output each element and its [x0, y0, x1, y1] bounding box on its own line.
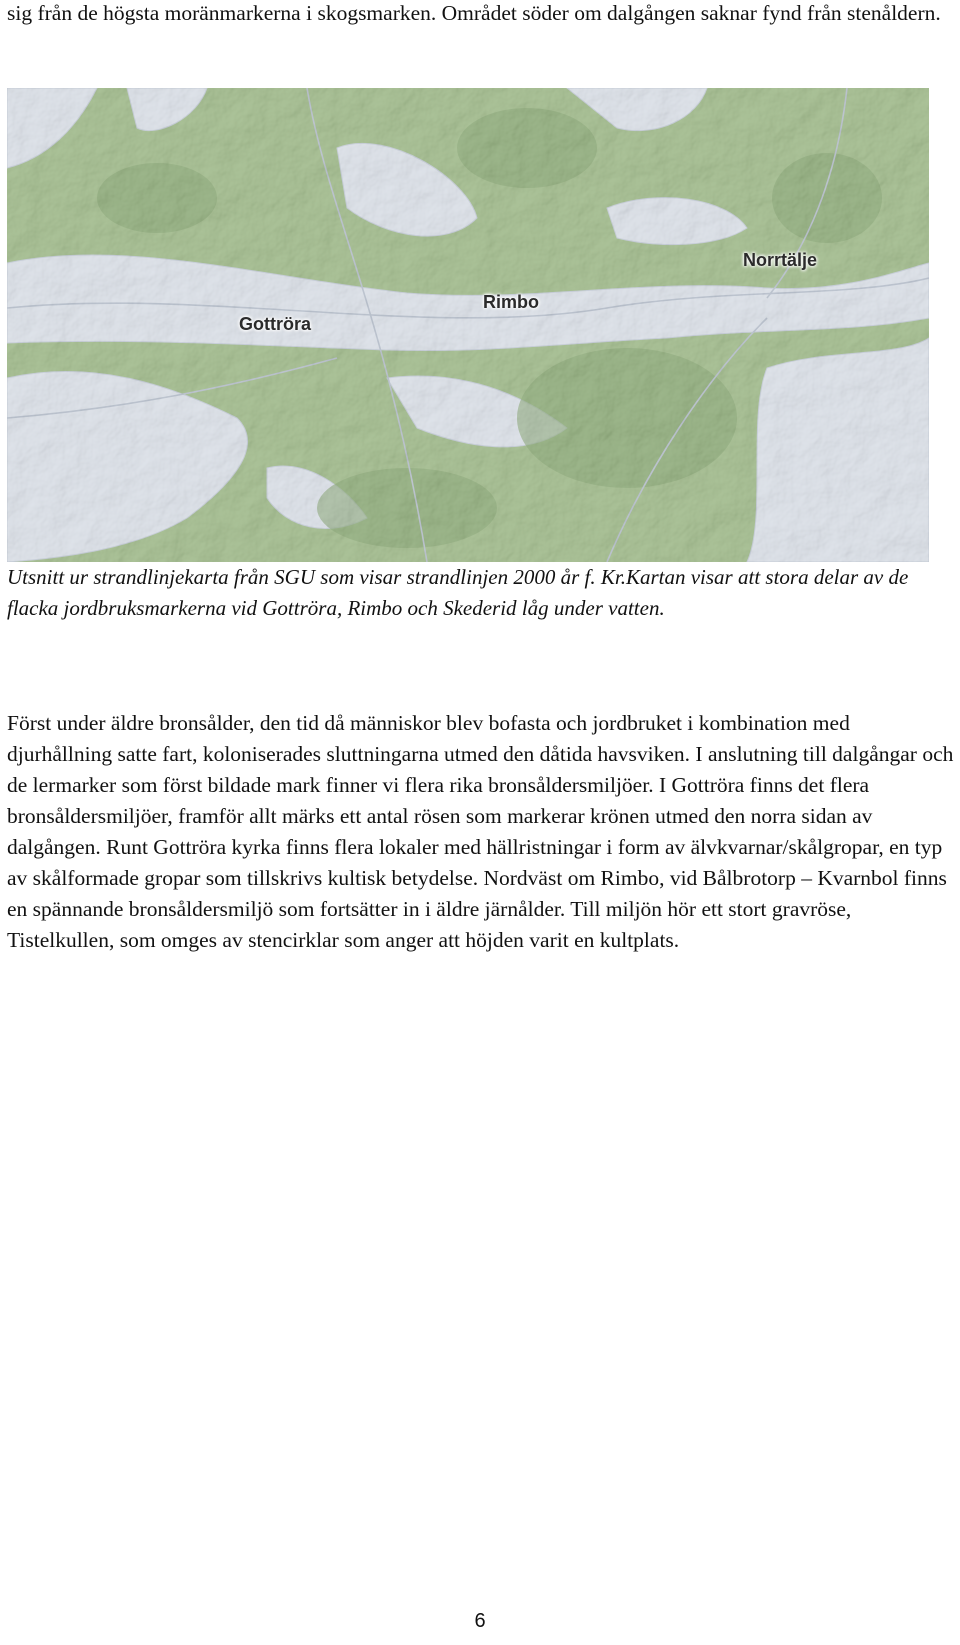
map-label-norrtalje: Norrtälje: [743, 250, 818, 270]
map-caption: Utsnitt ur strandlinjekarta från SGU som visar strandlinjen 2000 år f. Kr.Kartan visar att stora delar av de flacka jordbruksmarkerna vid Gottröra, Rimbo och Skederid låg under vatten.: [7, 565, 909, 620]
map-label-gottrora: Gottröra: [239, 314, 311, 334]
map-image: [7, 88, 929, 562]
body-paragraph: Först under äldre bronsålder, den tid då människor blev bofasta och jordbruket i kombination med djurhållning satte fart, koloniserades sluttningarna utmed den dåtida havsviken. I anslutning till dalgångar och de lermarker som först bildade mark finner vi flera rika bronsåldersmiljöer. I Gottröra finns det flera bronsåldersmiljöer, framför allt märks ett antal rösen som markerar krönen utmed den norra sidan av dalgången. Runt Gottröra kyrka finns flera lokaler med hällristningar i form av älvkvarnar/skålgropar, en typ av skålformade gropar som tillskrivs kultisk betydelse. Nordväst om Rimbo, vid Bålbrotorp – Kvarnbol finns en spännande bronsåldersmiljö som fortsätter in i äldre järnålder. Till miljön hör ett stort gravröse, Tistelkullen, som omges av stencirklar som anger att höjden varit en kultplats.: [7, 711, 954, 952]
map-label-rimbo: Rimbo: [483, 292, 539, 312]
intro-paragraph: sig från de högsta moränmarkerna i skogsmarken. Området söder om dalgången saknar fynd från stenåldern.: [7, 1, 941, 25]
page-number: 6: [474, 1610, 486, 1632]
shoreline-map: [7, 88, 929, 562]
